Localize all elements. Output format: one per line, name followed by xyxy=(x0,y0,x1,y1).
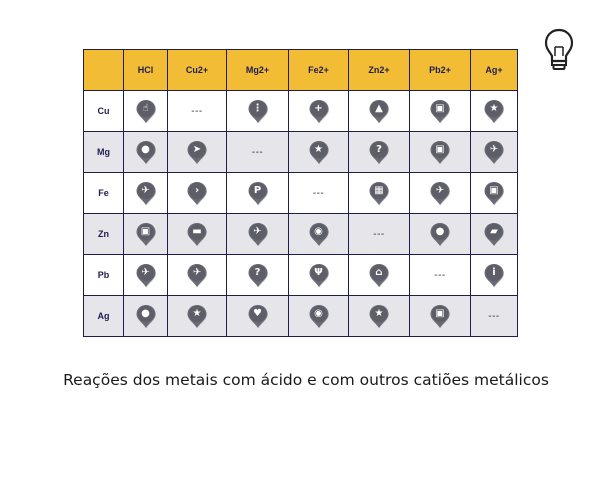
reaction-cell xyxy=(227,91,289,132)
pin-glyph: ➤ xyxy=(192,143,202,155)
reaction-cell xyxy=(410,91,471,132)
pin-glyph: ✈ xyxy=(253,225,262,237)
airplane-icon[interactable] xyxy=(483,140,505,165)
pin-glyph: ▣ xyxy=(435,307,445,319)
no-reaction-cell: --- xyxy=(227,132,289,173)
restaurant-icon[interactable] xyxy=(308,263,330,288)
pin-glyph: ✈ xyxy=(489,143,499,155)
shopping-bag-icon[interactable] xyxy=(483,222,505,247)
star-icon[interactable] xyxy=(483,99,505,124)
bus-icon[interactable] xyxy=(429,140,451,165)
table-row xyxy=(84,255,518,296)
table-row xyxy=(84,214,518,255)
hand-pointer-icon[interactable] xyxy=(135,99,157,124)
reaction-cell xyxy=(471,132,518,173)
eye-icon[interactable] xyxy=(308,222,330,247)
reaction-cell xyxy=(227,173,289,214)
airplane-icon[interactable] xyxy=(186,263,208,288)
reaction-cell xyxy=(227,214,289,255)
reaction-cell xyxy=(349,255,410,296)
no-reaction-cell: --- xyxy=(168,91,227,132)
pin-glyph: ◉ xyxy=(314,225,323,237)
column-header: Pb2+ xyxy=(410,50,471,91)
pin-glyph: ✈ xyxy=(435,184,445,196)
pin-glyph: ★ xyxy=(489,102,499,114)
reaction-cell xyxy=(168,255,227,296)
pin-glyph: ▰ xyxy=(490,225,498,237)
pin-glyph: ✈ xyxy=(192,266,202,278)
reaction-cell xyxy=(168,296,227,337)
no-reaction-cell: --- xyxy=(289,173,349,214)
column-header: Cu2+ xyxy=(168,50,227,91)
column-header: Mg2+ xyxy=(227,50,289,91)
more-vertical-icon[interactable] xyxy=(247,99,269,124)
reaction-cell xyxy=(124,132,168,173)
pin-glyph: P xyxy=(253,184,262,196)
reaction-cell xyxy=(289,132,349,173)
question-icon[interactable] xyxy=(247,263,269,288)
pin-glyph: ★ xyxy=(374,307,384,319)
reaction-cell xyxy=(289,255,349,296)
caption-title: Reações dos metais com ácido e com outros catiões metálicos xyxy=(63,371,549,389)
bus-icon[interactable] xyxy=(135,222,157,247)
row-label: Pb xyxy=(84,255,124,296)
pin-glyph: ▬ xyxy=(192,225,202,237)
row-label: Mg xyxy=(84,132,124,173)
table-row xyxy=(84,296,518,337)
bell-icon[interactable] xyxy=(368,99,390,124)
pin-glyph: ★ xyxy=(192,307,202,319)
pin-glyph: ▣ xyxy=(435,102,445,114)
pin-glyph: ▦ xyxy=(374,184,384,196)
pin-glyph: ◉ xyxy=(314,307,323,319)
bus-icon[interactable] xyxy=(429,304,451,329)
table-row xyxy=(84,132,518,173)
car-icon[interactable] xyxy=(186,222,208,247)
reaction-cell xyxy=(410,173,471,214)
column-header: Fe2+ xyxy=(289,50,349,91)
airplane-icon[interactable] xyxy=(135,181,157,206)
heart-icon[interactable] xyxy=(247,304,269,329)
row-label: Fe xyxy=(84,173,124,214)
reaction-cell xyxy=(471,91,518,132)
reaction-cell xyxy=(168,132,227,173)
header-row xyxy=(84,50,518,91)
pin-glyph: ♥ xyxy=(253,307,262,319)
reaction-cell xyxy=(471,173,518,214)
star-icon[interactable] xyxy=(368,304,390,329)
bus-icon[interactable] xyxy=(483,181,505,206)
no-reaction-cell: --- xyxy=(410,255,471,296)
lightbulb-icon xyxy=(543,28,575,72)
reaction-cell xyxy=(410,214,471,255)
reaction-cell xyxy=(124,296,168,337)
reaction-cell xyxy=(410,132,471,173)
row-label: Ag xyxy=(84,296,124,337)
pin-glyph: ? xyxy=(254,266,261,278)
column-header: Ag+ xyxy=(471,50,518,91)
row-label: Cu xyxy=(84,91,124,132)
plus-icon[interactable] xyxy=(308,99,330,124)
table-row xyxy=(84,91,518,132)
reaction-cell xyxy=(124,255,168,296)
star-icon[interactable] xyxy=(308,140,330,165)
question-icon[interactable] xyxy=(368,140,390,165)
pin-glyph: ✈ xyxy=(141,184,150,196)
star-icon[interactable] xyxy=(186,304,208,329)
parking-icon[interactable] xyxy=(247,181,269,206)
column-header: Zn2+ xyxy=(349,50,410,91)
pin-glyph: ▲ xyxy=(375,102,383,114)
pin-glyph: ⋮ xyxy=(252,102,263,114)
no-reaction-cell: --- xyxy=(349,214,410,255)
no-reaction-cell: --- xyxy=(471,296,518,337)
pin-glyph: ▣ xyxy=(140,225,151,237)
pin-glyph: + xyxy=(314,102,323,114)
reaction-cell xyxy=(471,214,518,255)
chevron-right-icon[interactable] xyxy=(186,181,208,206)
reaction-cell xyxy=(349,173,410,214)
apple-icon[interactable] xyxy=(135,304,157,329)
reaction-cell xyxy=(349,132,410,173)
reaction-cell xyxy=(289,214,349,255)
pin-glyph: ★ xyxy=(314,143,323,155)
bus-icon[interactable] xyxy=(429,99,451,124)
reaction-cell xyxy=(168,214,227,255)
reaction-cell xyxy=(289,296,349,337)
column-header: HCl xyxy=(124,50,168,91)
reaction-cell xyxy=(168,173,227,214)
pin-glyph: ✈ xyxy=(141,266,150,278)
airplane-icon[interactable] xyxy=(429,181,451,206)
reaction-cell xyxy=(124,91,168,132)
pin-glyph: ● xyxy=(435,225,445,237)
reaction-cell xyxy=(410,296,471,337)
pin-glyph: i xyxy=(492,266,496,278)
pin-glyph: ▣ xyxy=(489,184,499,196)
pin-glyph: ● xyxy=(141,143,150,155)
reaction-cell xyxy=(124,173,168,214)
dot-icon[interactable] xyxy=(429,222,451,247)
location-pin-icon[interactable] xyxy=(135,140,157,165)
corner-cell xyxy=(84,50,124,91)
info-icon[interactable] xyxy=(483,263,505,288)
airplane-icon[interactable] xyxy=(135,263,157,288)
pin-glyph: ☝ xyxy=(142,102,149,114)
home-icon[interactable] xyxy=(368,263,390,288)
reaction-cell xyxy=(124,214,168,255)
pin-glyph: ● xyxy=(141,307,150,319)
pin-glyph: ? xyxy=(376,143,382,155)
table-row xyxy=(84,173,518,214)
reaction-cell xyxy=(289,91,349,132)
pin-glyph: Ψ xyxy=(314,266,323,278)
reaction-cell xyxy=(349,91,410,132)
airplane-icon[interactable] xyxy=(247,222,269,247)
eye-icon[interactable] xyxy=(308,304,330,329)
reactions-table xyxy=(83,49,518,337)
pin-glyph: ⌂ xyxy=(375,266,383,278)
row-label: Zn xyxy=(84,214,124,255)
reaction-cell xyxy=(227,296,289,337)
reaction-cell xyxy=(471,255,518,296)
pin-glyph: ▣ xyxy=(435,143,445,155)
reaction-cell xyxy=(349,296,410,337)
calendar-icon[interactable] xyxy=(368,181,390,206)
pin-glyph: › xyxy=(194,184,200,196)
reaction-cell xyxy=(227,255,289,296)
paper-plane-icon[interactable] xyxy=(186,140,208,165)
